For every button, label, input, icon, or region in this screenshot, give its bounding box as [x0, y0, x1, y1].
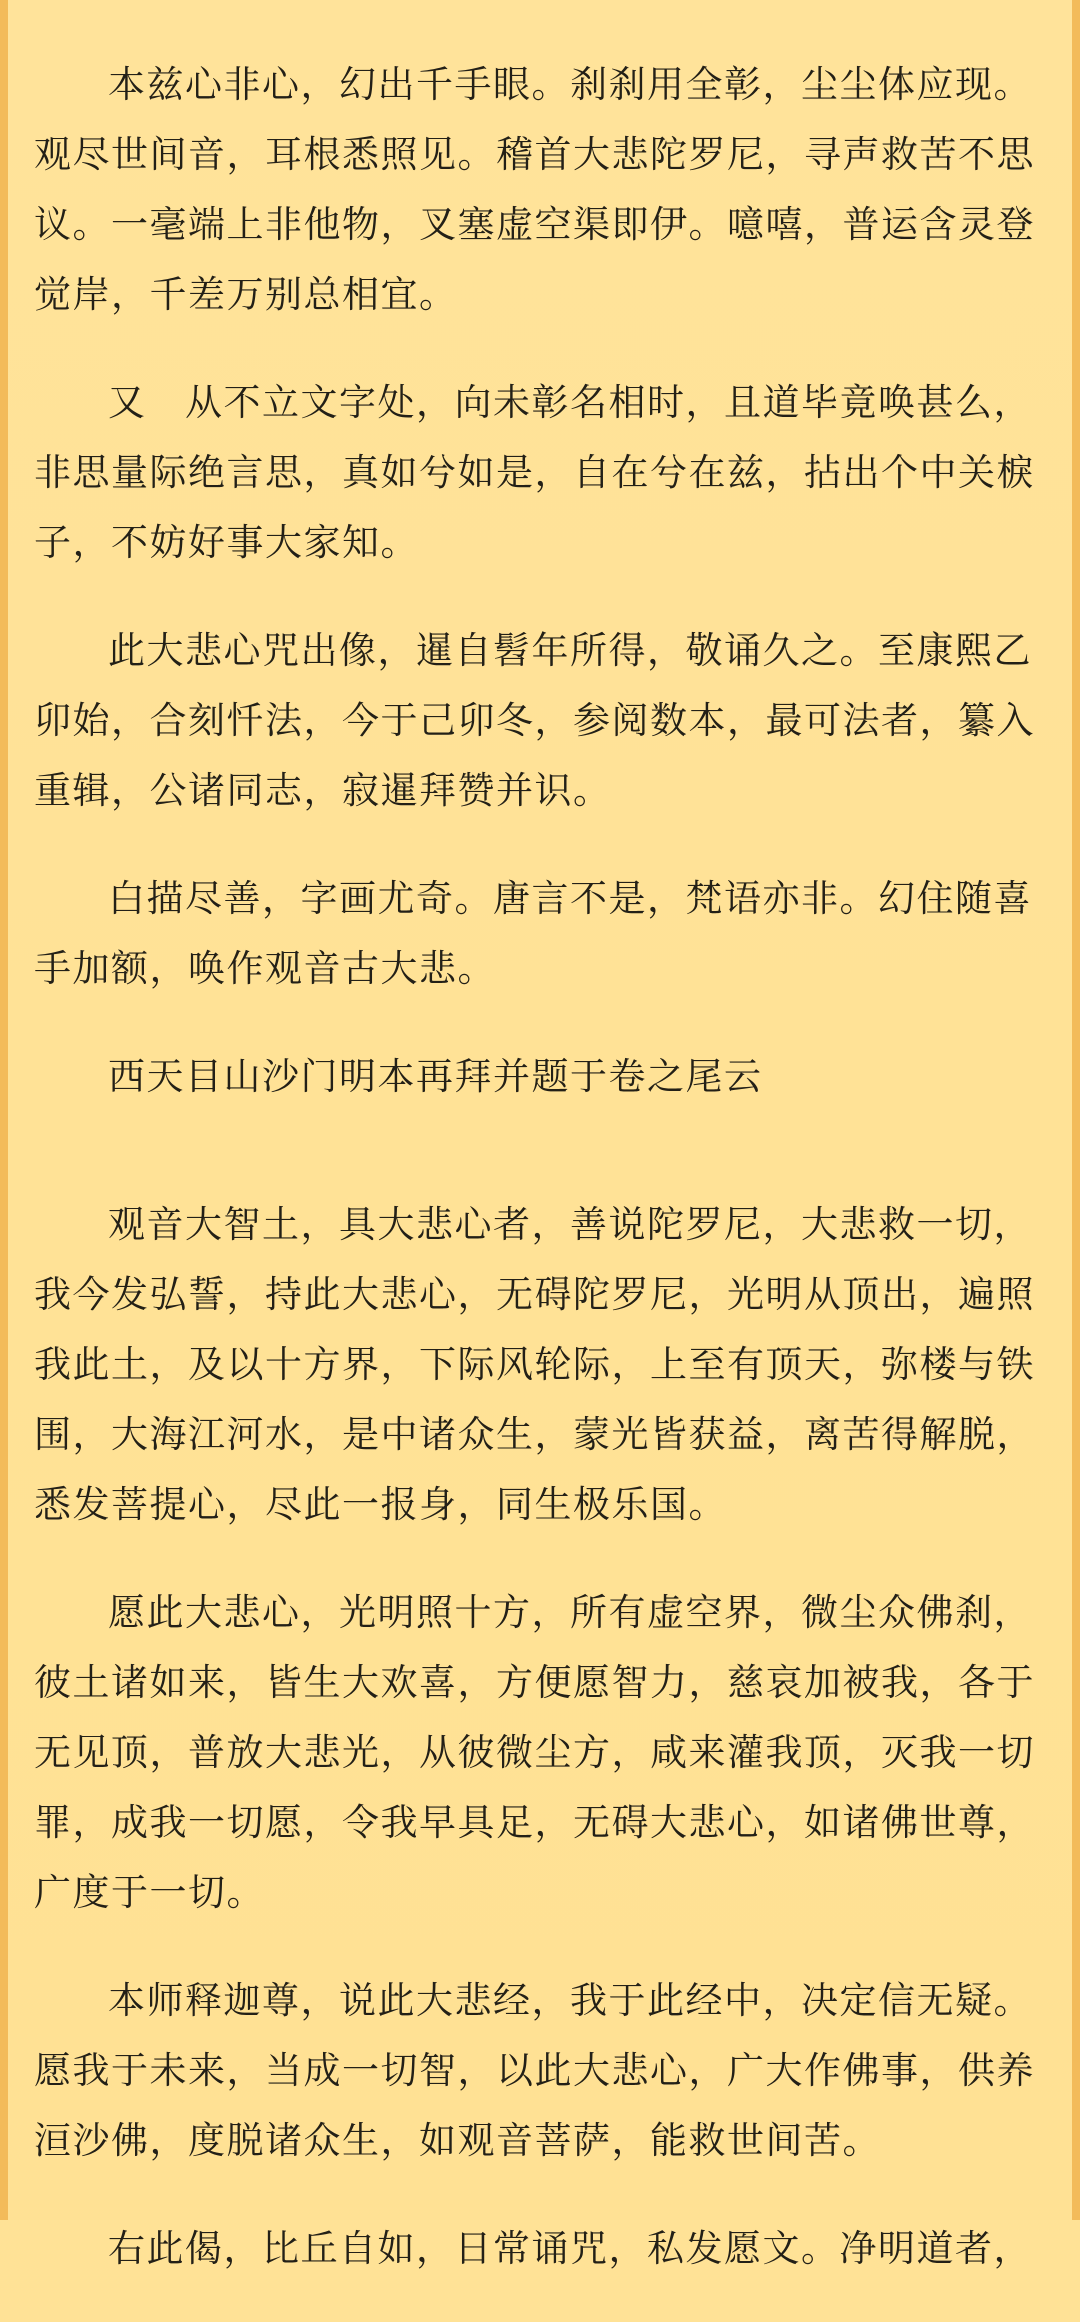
paragraph: 观音大智土，具大悲心者，善说陀罗尼，大悲救一切，我今发弘誓，持此大悲心，无碍陀罗尼，光明从顶出，遍照我此土，及以十方界，下际风轮际，上至有顶天，弥楼与铁围，大海江河水，是中诸众生，蒙光皆获益，离苦得解脱，悉发菩提心，尽此一报身，同生极乐国。: [34, 1203, 1035, 1526]
document-body: [34, 50, 1046, 2322]
signature-line: 西天目山沙门明本再拜并题于卷之尾云: [108, 1055, 763, 1098]
right-border: [1072, 0, 1080, 2220]
paragraph: 本师释迦尊，说此大悲经，我于此经中，决定信无疑。愿我于未来，当成一切智，以此大悲心，广大作佛事，供养洹沙佛，度脱诸众生，如观音菩萨，能救世间苦。: [34, 1979, 1035, 2162]
paragraph: 又 从不立文字处，向未彰名相时，且道毕竟唤甚么，非思量际绝言思，真如兮如是，自在兮在兹，拈出个中关棙子，不妨好事大家知。: [34, 381, 1035, 564]
left-border: [0, 0, 8, 2220]
paragraph: 此大悲心咒出像，暹自髫年所得，敬诵久之。至康熙乙卯始，合刻忏法，今于己卯冬，参阅数本，最可法者，纂入重辑，公诸同志，寂暹拜赞并识。: [34, 629, 1035, 812]
paragraph: 愿此大悲心，光明照十方，所有虚空界，微尘众佛刹，彼土诸如来，皆生大欢喜，方便愿智力，慈哀加被我，各于无见顶，普放大悲光，从彼微尘方，咸来灌我顶，灭我一切罪，成我一切愿，令我早具足，无碍大悲心，如诸佛世尊，广度于一切。: [34, 1591, 1035, 1914]
paragraph: 本兹心非心，幻出千手眼。刹刹用全彰，尘尘体应现。观尽世间音，耳根悉照见。稽首大悲陀罗尼，寻声救苦不思议。一毫端上非他物，叉塞虚空渠即伊。噫嘻，普运含灵登觉岸，千差万别总相宜。: [34, 63, 1035, 316]
paragraph: 白描尽善，字画尤奇。唐言不是，梵语亦非。幻住随喜手加额，唤作观音古大悲。: [34, 877, 1032, 990]
paragraph: 右此偈，比丘自如，日常诵咒，私发愿文。净明道者，: [108, 2227, 1032, 2270]
